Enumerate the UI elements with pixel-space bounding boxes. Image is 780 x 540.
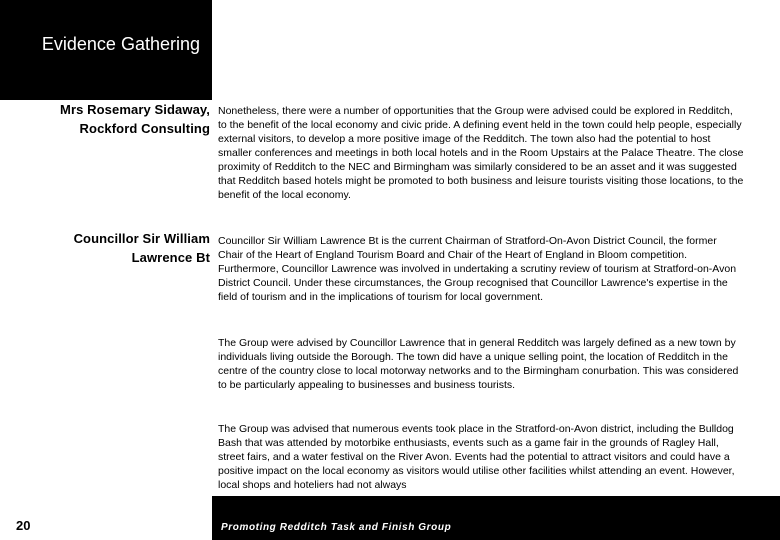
footer-bar xyxy=(212,496,780,540)
page-number: 20 xyxy=(16,518,31,533)
witness-label-lawrence: Councillor Sir William Lawrence Bt xyxy=(73,231,210,265)
section-title: Evidence Gathering xyxy=(41,34,200,54)
paragraph-sidaway-1: Nonetheless, there were a number of opportunities that the Group were advised could be explored in Redditch, to the benefit of the local economy and civic pride. A defining event held in the town could help people, especially external visitors, to develop a more positive image of the Redditch. The town also had the potential to host smaller conferences and meetings in both local hotels and in the Room Upstairs at the Palace Theatre. The close proximity of Redditch to the NEC and Birmingham was similarly considered to be an asset and it was suggested that Redditch based hotels might be promoted to both business and leisure tourists visiting those locations, to the benefit of the local economy. xyxy=(218,105,744,201)
paragraph-lawrence-2: The Group were advised by Councillor Lawrence that in general Redditch was largely defined as a new town by individuals living outside the Borough. The town did have a unique selling point, the location of Redditch in the centre of the country close to local motorway networks and to the Birmingham conurbation. This was considered to be particularly appealing to businesses and business tourists. xyxy=(218,337,739,391)
section-header xyxy=(0,0,212,100)
paragraph-lawrence-3: The Group was advised that numerous events took place in the Stratford-on-Avon district, including the Bulldog Bash that was attended by motorbike enthusiasts, events such as a game fair in the grounds of Ragley Hall, street fairs, and a water festival on the River Avon. Events had the potential to attract visitors and could have a positive impact on the local economy as visitors would utilise other facilities whilst attending an event. However, local shops and hoteliers had not always xyxy=(218,423,735,491)
footer-document-title: Promoting Redditch Task and Finish Group xyxy=(221,522,452,533)
paragraph-lawrence-1: Councillor Sir William Lawrence Bt is the current Chairman of Stratford-On-Avon District Council, the former Chair of the Heart of England Tourism Board and Chair of the Heart of England in Bloom competition. Furthermore, Councillor Lawrence was involved in undertaking a scrutiny review of tourism at Stratford-on-Avon District Council. Under these circumstances, the Group recognised that Councillor Lawrence's expertise in the field of tourism and in the implications of tourism for local government. xyxy=(218,235,737,303)
witness-label-sidaway: Mrs Rosemary Sidaway, Rockford Consulting xyxy=(60,102,210,136)
